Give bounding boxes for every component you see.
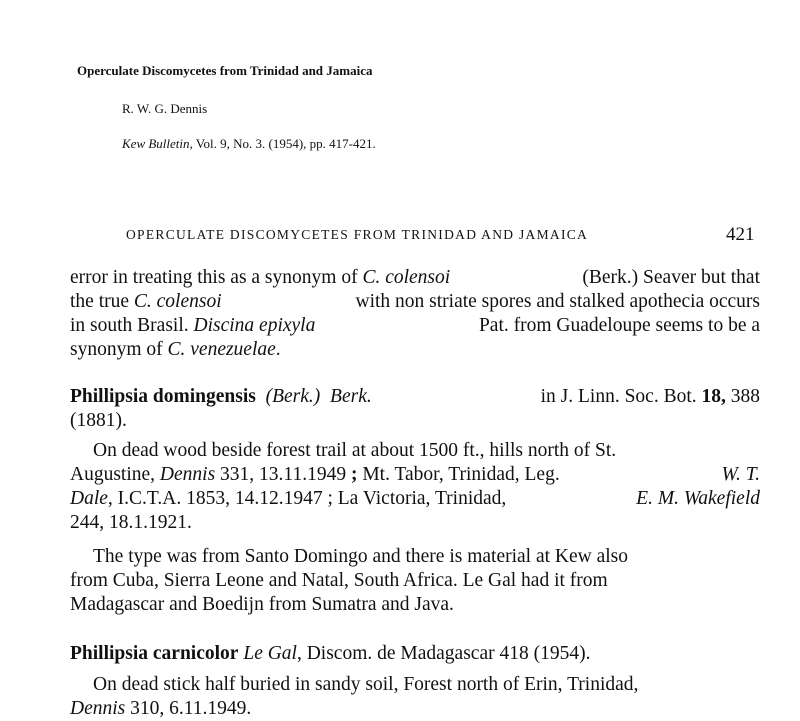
para1-line-3: in south Brasil. Discina epixyla Pat. from Guadeloupe seems to be a — [70, 315, 760, 336]
species2-name: Phillipsia carnicolor — [70, 643, 239, 664]
species1-record-line-2: Augustine, Dennis 331, 13.11.1949 ; Mt. Tabor, Trinidad, Leg. W. T. — [70, 464, 760, 485]
citation-journal: Kew Bulletin — [122, 136, 190, 151]
species1-record-line-1: On dead wood beside forest trail at about 1500 ft., hills north of St. — [93, 440, 617, 461]
cover-author: R. W. G. Dennis — [122, 101, 208, 116]
cover-citation — [122, 136, 376, 152]
species1-year: (1881). — [70, 410, 127, 431]
species1-name: Phillipsia domingensis — [70, 386, 256, 407]
running-head: OPERCULATE DISCOMYCETES FROM TRINIDAD AND JAMAICA — [126, 227, 589, 242]
species1-record-line-3: Dale, I.C.T.A. 1853, 14.12.1947 ; La Victoria, Trinidad, E. M. Wakefield — [70, 488, 760, 509]
cover-title: Operculate Discomycetes from Trinidad and Jamaica — [77, 63, 373, 78]
species1-heading: Phillipsia domingensis (Berk.) Berk. in J. Linn. Soc. Bot. 18, 388 — [70, 386, 760, 407]
species1-note-line-1: The type was from Santo Domingo and there is material at Kew also — [93, 546, 629, 567]
citation-details: , Vol. 9, No. 3. (1954), pp. 417-421. — [189, 136, 376, 151]
species1-record-line-4: 244, 18.1.1921. — [70, 512, 192, 533]
para1-line-2: the true C. colensoi with non striate spores and stalked apothecia occurs — [70, 291, 760, 312]
para1-line-4: synonym of C. venezuelae. — [70, 339, 281, 360]
para1-line-1: error in treating this as a synonym of C. colensoi (Berk.) Seaver but that — [70, 267, 760, 288]
species1-note-line-2: from Cuba, Sierra Leone and Natal, South Africa. Le Gal had it from — [70, 570, 608, 591]
species1-note-line-3: Madagascar and Boedijn from Sumatra and Java. — [70, 594, 454, 615]
species2-heading: Phillipsia carnicolor Le Gal, Discom. de Madagascar 418 (1954). — [70, 643, 591, 664]
species2-record-line-1: On dead stick half buried in sandy soil, Forest north of Erin, Trinidad, — [93, 674, 639, 695]
species2-record-line-2: Dennis 310, 6.11.1949. — [70, 698, 252, 719]
page-number: 421 — [726, 224, 755, 245]
